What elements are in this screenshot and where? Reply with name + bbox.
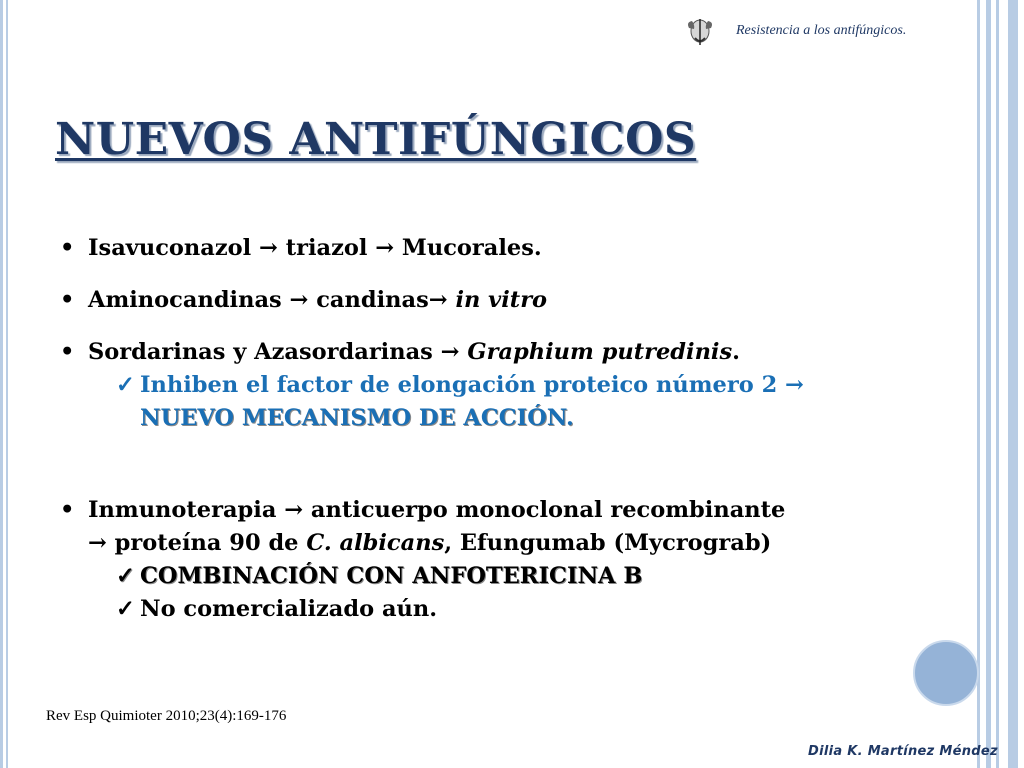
caduceus-icon	[683, 16, 717, 46]
bullet-aminocandinas	[60, 284, 940, 317]
slide-content	[60, 232, 940, 626]
check-item-no-comercializado	[60, 593, 940, 626]
bullet-text: → proteína 90 de	[88, 530, 307, 556]
spacer	[60, 454, 940, 494]
checkmark-icon: ✓	[116, 372, 135, 398]
author-name: Dilia K. Martínez Méndez	[808, 744, 998, 759]
bullet-sordarinas	[60, 336, 940, 369]
bullet-marker: •	[60, 497, 75, 523]
inmunoterapia-subitems	[60, 560, 940, 626]
bullet-text: Isavuconazol → triazol → Mucorales.	[88, 235, 542, 261]
decorative-circle	[913, 640, 979, 706]
checkmark-icon: ✓	[116, 596, 135, 622]
header-text: Resistencia a los antifúngicos.	[736, 23, 907, 38]
bullet-text-end: .	[732, 339, 740, 365]
left-frame-line-outer	[0, 0, 3, 768]
bullet-text: Aminocandinas → candinas→	[88, 287, 456, 313]
bullet-text-italic: Graphium putredinis	[467, 339, 733, 365]
right-frame-line-1	[977, 0, 980, 768]
bullet-marker: •	[60, 235, 75, 261]
check-line-1: Inhiben el factor de elongación proteico número 2 →	[140, 372, 804, 398]
left-frame-line-inner	[6, 0, 8, 768]
right-frame-line-2	[986, 0, 991, 768]
check-text: COMBINACIÓN CON ANFOTERICINA B	[140, 563, 643, 589]
bullet-text: Inmunoterapia → anticuerpo monoclonal recombinante	[88, 497, 786, 523]
page-title: NUEVOS ANTIFÚNGICOS	[55, 114, 697, 165]
right-frame-line-3	[996, 0, 999, 768]
bullet-marker: •	[60, 339, 75, 365]
check-text: No comercializado aún.	[140, 596, 438, 622]
bullet-text: , Efungumab (Mycrograb)	[444, 530, 772, 556]
bullet-isavuconazol	[60, 232, 940, 265]
check-item-combinacion	[60, 560, 940, 593]
bullet-text-italic: in vitro	[455, 287, 548, 313]
check-line-2: NUEVO MECANISMO DE ACCIÓN.	[140, 405, 574, 431]
bullet-text: Sordarinas y Azasordarinas →	[88, 339, 468, 365]
bullet-inmunoterapia	[60, 494, 940, 560]
sordarinas-subitems	[60, 369, 940, 435]
reference-citation: Rev Esp Quimioter 2010;23(4):169-176	[46, 708, 287, 724]
right-frame-line-4	[1008, 0, 1018, 768]
checkmark-icon: ✓	[116, 563, 135, 589]
bullet-text-italic: C. albicans	[306, 530, 445, 556]
bullet-marker: •	[60, 287, 75, 313]
check-item-mecanismo	[60, 369, 940, 435]
